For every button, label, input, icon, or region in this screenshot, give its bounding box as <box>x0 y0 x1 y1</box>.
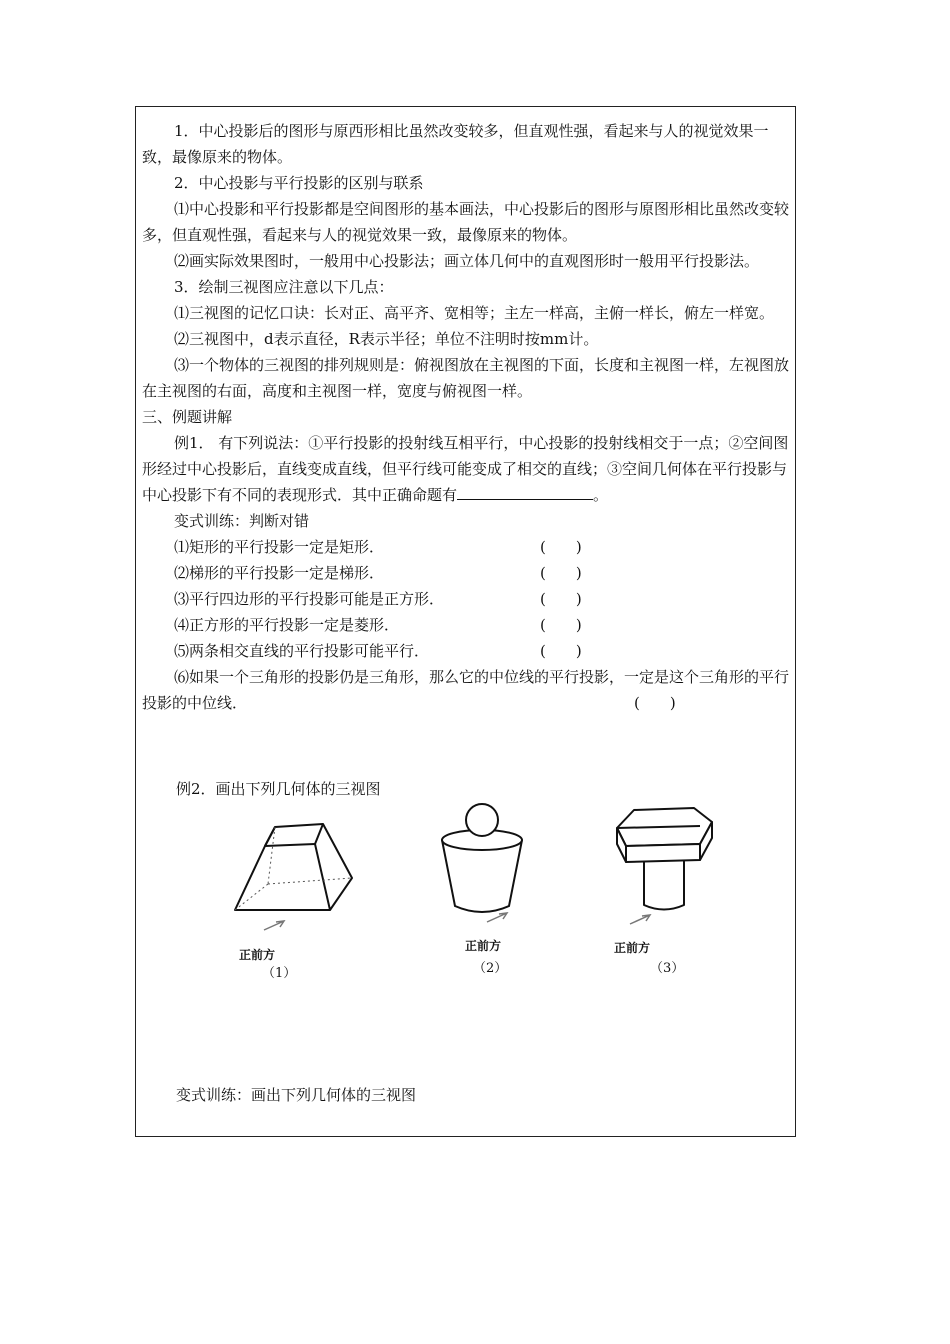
figure-2-number: （2） <box>473 961 508 976</box>
figure-2-direction-label: 正前方 <box>465 939 502 953</box>
content-body <box>142 118 792 716</box>
paragraph-5: 3．绘制三视图应注意以下几点： <box>174 278 394 296</box>
figure-1-direction-label: 正前方 <box>239 948 276 962</box>
example-2-title: 例2．画出下列几何体的三视图 <box>176 780 381 798</box>
judgment-item <box>142 612 792 638</box>
figure-1-number: （1） <box>262 966 297 981</box>
judgment-text: ⑸两条相交直线的平行投影可能平行． <box>174 642 430 660</box>
figure-3-number: （3） <box>650 961 685 976</box>
paragraph-2: 2．中心投影与平行投影的区别与联系 <box>174 174 424 192</box>
judgment-text: ⑴矩形的平行投影一定是矩形． <box>174 538 385 556</box>
judgment-6 <box>142 664 792 716</box>
paragraph-1: 1．中心投影后的图形与原西形相比虽然改变较多，但直观性强，看起来与人的视觉效果一致，最像原来的物体。 <box>142 122 769 166</box>
judgment-item <box>142 534 792 560</box>
judgment-answer-paren[interactable]: ( ) <box>540 616 582 634</box>
answer-blank[interactable] <box>457 484 593 500</box>
figure-3-arrow-icon <box>628 912 654 926</box>
variant-heading-1: 变式训练：判断对错 <box>174 512 310 530</box>
figure-2-sphere-cone <box>437 800 527 918</box>
example-1-end: 。 <box>593 486 609 504</box>
example-1 <box>142 430 792 508</box>
judgment-item <box>142 586 792 612</box>
judgment-text: ⑷正方形的平行投影一定是菱形． <box>174 616 400 634</box>
paragraph-3: ⑴中心投影和平行投影都是空间图形的基本画法，中心投影后的图形与原图形相比虽然改变较多，但直观性强，看起来与人的视觉效果一致，最像原来的物体。 <box>142 200 790 244</box>
figure-3-direction-label: 正前方 <box>614 941 651 955</box>
figure-3-hexprism-cylinder <box>612 800 722 915</box>
variant-heading-2: 变式训练：画出下列几何体的三视图 <box>176 1086 417 1104</box>
judgment-item <box>142 638 792 664</box>
figure-1-prismoid <box>230 820 355 915</box>
paragraph-4: ⑵画实际效果图时，一般用中心投影法；画立体几何中的直观图形时一般用平行投影法。 <box>174 252 760 270</box>
judgment-answer-paren[interactable]: ( ) <box>540 564 582 582</box>
figure-2-arrow-icon <box>485 910 511 924</box>
judgment-answer-paren[interactable]: ( ) <box>540 590 582 608</box>
judgment-text: ⑵梯形的平行投影一定是梯形． <box>174 564 385 582</box>
section-heading: 三、例题讲解 <box>142 408 233 426</box>
paragraph-6: ⑴三视图的记忆口诀：长对正、高平齐、宽相等；主左一样高，主俯一样长，俯左一样宽。 <box>174 304 775 322</box>
paragraph-8: ⑶一个物体的三视图的排列规则是：俯视图放在主视图的下面，长度和主视图一样，左视图放在主视图的右面，高度和主视图一样，宽度与俯视图一样。 <box>142 356 790 400</box>
judgment-6-text: ⑹如果一个三角形的投影仍是三角形，那么它的中位线的平行投影，一定是这个三角形的平行投影的中位线． <box>142 668 790 712</box>
figure-1-arrow-icon <box>262 918 288 932</box>
judgment-answer-paren[interactable]: ( ) <box>540 642 582 660</box>
paragraph-7: ⑵三视图中，d表示直径，R表示半径；单位不注明时按mm计。 <box>174 330 599 348</box>
judgment-text: ⑶平行四边形的平行投影可能是正方形． <box>174 590 445 608</box>
judgment-6-paren[interactable]: ( ) <box>634 694 676 712</box>
example-1-text: 例1． 有下列说法：①平行投影的投射线互相平行，中心投影的投射线相交于一点；②空间图形经过中心投影后，直线变成直线，但平行线可能变成了相交的直线；③空间几何体在平行投影与中心投影下有不同的表现形式．其中正确命题有 <box>142 434 789 504</box>
judgment-answer-paren[interactable]: ( ) <box>540 538 582 556</box>
judgment-item <box>142 560 792 586</box>
